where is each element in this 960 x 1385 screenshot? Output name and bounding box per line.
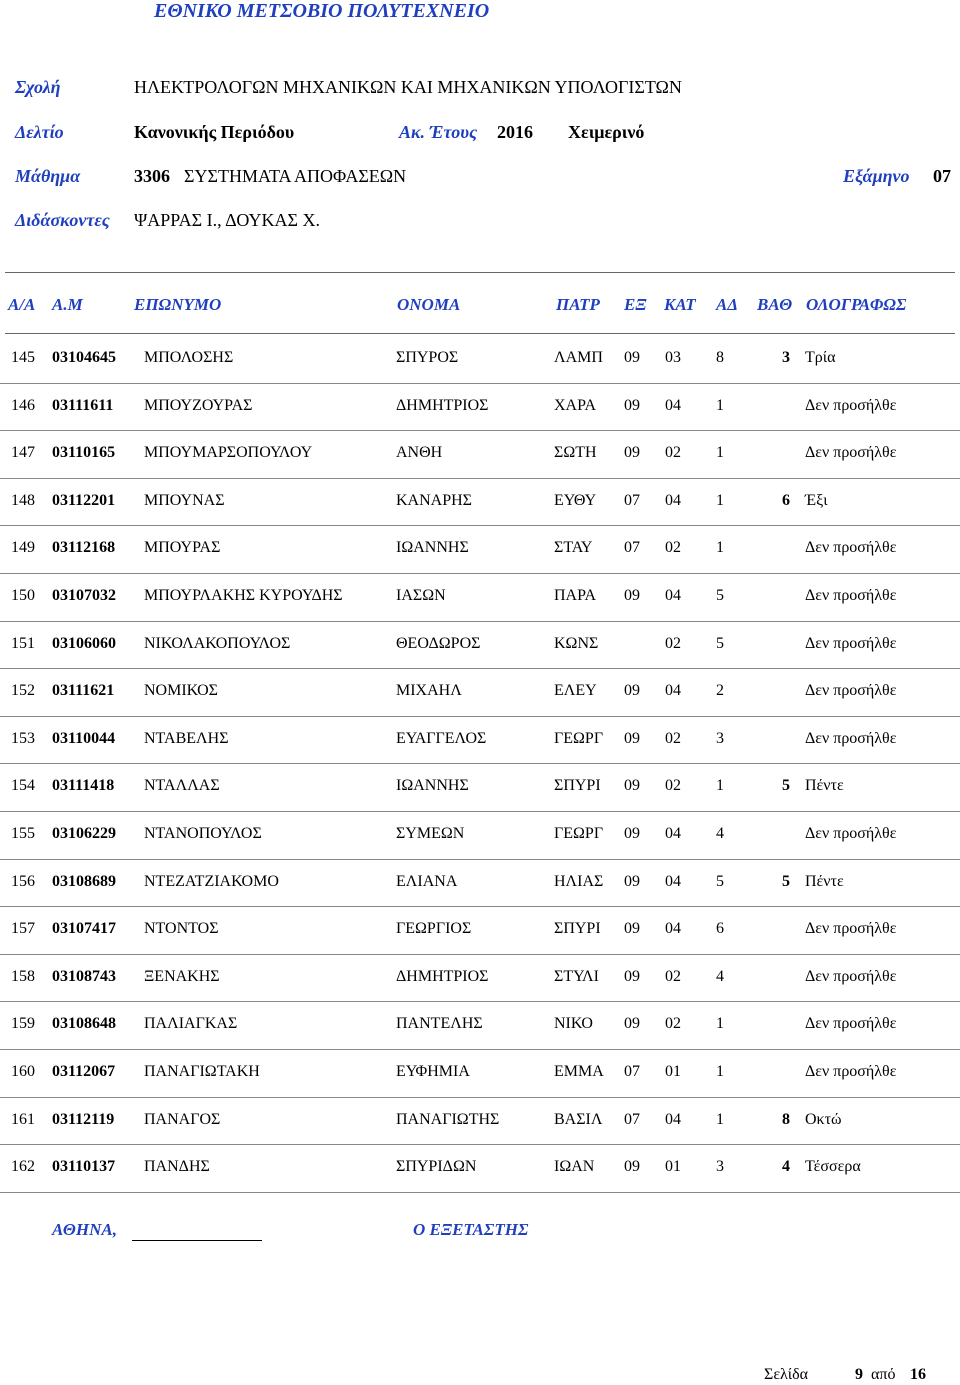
table-row [0, 811, 960, 860]
cell-surname: ΜΠΟΥΝΑΣ [144, 491, 225, 509]
table-row [0, 763, 960, 812]
cell-father: ΣΩΤΗ [554, 444, 597, 462]
cell-grade-words: Δεν προσήλθε [805, 920, 897, 938]
cell-am: 03104645 [52, 349, 116, 366]
cell-name: ΕΛΙΑΝΑ [396, 872, 458, 890]
cell-ex: 09 [624, 587, 640, 604]
cell-grade-words: Δεν προσήλθε [805, 682, 897, 700]
cell-kat: 04 [665, 872, 681, 890]
cell-grade-words: Δεν προσήλθε [805, 587, 897, 604]
cell-surname: ΠΑΝΔΗΣ [144, 1158, 210, 1176]
cell-father: ΠΑΡΑ [554, 587, 597, 604]
cell-ad: 1 [716, 396, 724, 414]
cell-name: ΣΥΜΕΩΝ [396, 825, 465, 842]
cell-ex: 07 [624, 1110, 640, 1128]
cell-am: 03112067 [52, 1063, 116, 1080]
cell-aa: 147 [11, 444, 35, 462]
cell-grade-words: Τρία [805, 349, 836, 366]
year-label: Ακ. Έτους [399, 122, 478, 142]
cell-grade-words: Πέντε [805, 777, 844, 795]
table-row [0, 859, 960, 908]
cell-am: 03108648 [52, 1015, 116, 1033]
cell-kat: 04 [665, 920, 681, 938]
cell-ad: 1 [716, 491, 724, 509]
footer-city: ΑΘΗΝΑ, [52, 1220, 117, 1239]
cell-am: 03111418 [52, 777, 115, 795]
col-grade: ΒΑΘ [757, 295, 793, 314]
col-grade-words: ΟΛΟΓΡΑΦΩΣ [806, 295, 907, 314]
cell-grade: 5 [782, 777, 790, 795]
page-label: Σελίδα [764, 1366, 809, 1383]
cell-grade-words: Δεν προσήλθε [805, 1063, 897, 1080]
semester-label: Εξάμηνο [843, 166, 910, 186]
cell-aa: 161 [11, 1110, 35, 1128]
table-row [0, 1097, 960, 1146]
cell-aa: 148 [11, 491, 35, 509]
cell-ad: 4 [716, 825, 724, 842]
cell-father: ΣΠΥΡΙ [554, 920, 601, 938]
col-ad: ΑΔ [716, 295, 738, 314]
cell-surname: ΝΤΕΖΑΤΖΙΑΚΟΜΟ [144, 872, 279, 890]
cell-am: 03111611 [52, 396, 114, 414]
cell-kat: 02 [665, 444, 681, 462]
cell-kat: 04 [665, 491, 681, 509]
cell-kat: 02 [665, 729, 681, 747]
cell-aa: 152 [11, 682, 35, 700]
cell-surname: ΝΙΚΟΛΑΚΟΠΟΥΛΟΣ [144, 634, 291, 652]
cell-grade-words: Δεν προσήλθε [805, 539, 897, 557]
cell-am: 03110165 [52, 444, 116, 462]
page-of-label: από [871, 1366, 896, 1383]
cell-am: 03110137 [52, 1158, 116, 1176]
table-row [0, 335, 960, 384]
cell-surname: ΜΠΟΥΡΛΑΚΗΣ ΚΥΡΟΥΔΗΣ [144, 587, 343, 604]
table-row [0, 573, 960, 622]
cell-kat: 04 [665, 1110, 681, 1128]
cell-name: ΣΠΥΡΟΣ [396, 349, 459, 366]
cell-aa: 151 [11, 634, 35, 652]
cell-surname: ΞΕΝΑΚΗΣ [144, 967, 220, 985]
table-header-divider [5, 333, 955, 334]
cell-ex: 09 [624, 825, 640, 842]
cell-surname: ΠΑΛΙΑΓΚΑΣ [144, 1015, 238, 1033]
cell-name: ΔΗΜΗΤΡΙΟΣ [396, 396, 489, 414]
cell-ad: 3 [716, 1158, 724, 1176]
table-row [0, 478, 960, 527]
cell-ex: 09 [624, 777, 640, 795]
table-row [0, 906, 960, 955]
cell-kat: 03 [665, 349, 681, 366]
cell-father: ΙΩΑΝ [554, 1158, 595, 1176]
cell-name: ΠΑΝΤΕΛΗΣ [396, 1015, 483, 1033]
cell-father: ΝΙΚΟ [554, 1015, 593, 1033]
cell-name: ΕΥΦΗΜΙΑ [396, 1063, 470, 1080]
cell-aa: 145 [11, 349, 35, 366]
table-row [0, 430, 960, 479]
cell-ex: 09 [624, 349, 640, 366]
cell-grade-words: Δεν προσήλθε [805, 444, 897, 462]
cell-ad: 8 [716, 349, 724, 366]
cell-grade: 8 [782, 1110, 790, 1128]
cell-kat: 04 [665, 825, 681, 842]
cell-surname: ΜΠΟΥΖΟΥΡΑΣ [144, 396, 253, 414]
cell-ad: 5 [716, 587, 724, 604]
col-am: Α.Μ [52, 295, 83, 314]
cell-ex: 09 [624, 920, 640, 938]
header-divider [5, 272, 955, 273]
cell-ad: 4 [716, 967, 724, 985]
col-kat: ΚΑΤ [664, 295, 696, 314]
cell-name: ΘΕΟΔΩΡΟΣ [396, 634, 481, 652]
cell-grade: 4 [782, 1158, 790, 1176]
table-row [0, 621, 960, 670]
cell-ex: 09 [624, 1015, 640, 1033]
table-row [0, 525, 960, 574]
cell-surname: ΝΤΑΛΛΑΣ [144, 777, 220, 795]
table-row [0, 716, 960, 765]
cell-surname: ΝΤΑΒΕΛΗΣ [144, 729, 229, 747]
cell-aa: 158 [11, 967, 35, 985]
cell-surname: ΠΑΝΑΓΟΣ [144, 1110, 221, 1128]
cell-am: 03111621 [52, 682, 115, 700]
cell-father: ΣΤΑΥ [554, 539, 593, 557]
page-number: 9 [855, 1366, 863, 1383]
cell-surname: ΝΤΑΝΟΠΟΥΛΟΣ [144, 825, 262, 842]
cell-am: 03107032 [52, 587, 116, 604]
cell-ad: 5 [716, 872, 724, 890]
col-father: ΠΑΤΡ [556, 295, 600, 314]
cell-ex: 07 [624, 491, 640, 509]
cell-name: ΙΩΑΝΝΗΣ [396, 777, 469, 795]
cell-kat: 04 [665, 396, 681, 414]
table-row [0, 1144, 960, 1193]
cell-name: ΑΝΘΗ [396, 444, 443, 462]
cell-father: ΕΜΜΑ [554, 1063, 604, 1080]
cell-aa: 149 [11, 539, 35, 557]
cell-grade-words: Δεν προσήλθε [805, 1015, 897, 1033]
cell-surname: ΜΠΟΥΡΑΣ [144, 539, 221, 557]
cell-ex: 07 [624, 539, 640, 557]
cell-aa: 157 [11, 920, 35, 938]
cell-grade-words: Δεν προσήλθε [805, 967, 897, 985]
table-header [0, 295, 960, 317]
cell-aa: 155 [11, 825, 35, 842]
cell-grade-words: Τέσσερα [805, 1158, 861, 1176]
table-row [0, 954, 960, 1003]
cell-grade: 5 [782, 872, 790, 890]
cell-surname: ΝΤΟΝΤΟΣ [144, 920, 219, 938]
cell-ex: 09 [624, 1158, 640, 1176]
col-aa: Α/Α [8, 295, 36, 314]
cell-am: 03110044 [52, 729, 116, 747]
cell-name: ΠΑΝΑΓΙΩΤΗΣ [396, 1110, 500, 1128]
col-name: ΟΝΟΜΑ [397, 295, 461, 314]
course-label: Μάθημα [15, 166, 81, 186]
cell-father: ΚΩΝΣ [554, 634, 599, 652]
cell-am: 03112119 [52, 1110, 115, 1128]
cell-ex: 09 [624, 444, 640, 462]
cell-ad: 6 [716, 920, 724, 938]
table-row [0, 1001, 960, 1050]
cell-name: ΙΩΑΝΝΗΣ [396, 539, 469, 557]
cell-kat: 04 [665, 682, 681, 700]
col-ex: ΕΞ [624, 295, 647, 314]
cell-am: 03108743 [52, 967, 116, 985]
table-row [0, 383, 960, 432]
cell-grade-words: Δεν προσήλθε [805, 634, 897, 652]
cell-ad: 1 [716, 539, 724, 557]
cell-father: ΗΛΙΑΣ [554, 872, 604, 890]
cell-father: ΒΑΣΙΛ [554, 1110, 603, 1128]
bulletin-value: Κανονικής Περιόδου [134, 122, 295, 142]
season-value: Χειμερινό [568, 122, 645, 142]
footer-examiner: Ο ΕΞΕΤΑΣΤΗΣ [413, 1220, 529, 1239]
cell-name: ΣΠΥΡΙΔΩΝ [396, 1158, 477, 1176]
cell-am: 03112168 [52, 539, 116, 557]
cell-father: ΕΥΘΥ [554, 491, 597, 509]
cell-surname: ΠΑΝΑΓΙΩΤΑΚΗ [144, 1063, 260, 1080]
cell-aa: 150 [11, 587, 35, 604]
school-value: ΗΛΕΚΤΡΟΛΟΓΩΝ ΜΗΧΑΝΙΚΩΝ ΚΑΙ ΜΗΧΑΝΙΚΩΝ ΥΠΟΛΟΓΙΣΤΩΝ [134, 77, 682, 97]
cell-aa: 146 [11, 396, 35, 414]
table-row [0, 668, 960, 717]
cell-kat: 02 [665, 967, 681, 985]
instructors-label: Διδάσκοντες [15, 210, 110, 230]
cell-ad: 1 [716, 1110, 724, 1128]
cell-ad: 5 [716, 634, 724, 652]
cell-grade-words: Δεν προσήλθε [805, 396, 897, 414]
cell-aa: 153 [11, 729, 35, 747]
cell-grade: 6 [782, 491, 790, 509]
cell-am: 03106060 [52, 634, 116, 652]
cell-surname: ΝΟΜΙΚΟΣ [144, 682, 218, 700]
cell-grade-words: Οκτώ [805, 1110, 842, 1128]
cell-am: 03108689 [52, 872, 116, 890]
cell-am: 03107417 [52, 920, 116, 938]
cell-grade-words: Έξι [805, 491, 828, 509]
cell-father: ΓΕΩΡΓ [554, 729, 604, 747]
cell-kat: 01 [665, 1063, 681, 1080]
signature-line [132, 1240, 262, 1241]
cell-ex: 09 [624, 729, 640, 747]
cell-ex: 09 [624, 396, 640, 414]
cell-kat: 02 [665, 634, 681, 652]
col-surname: ΕΠΩΝΥΜΟ [134, 295, 222, 314]
cell-kat: 04 [665, 587, 681, 604]
cell-aa: 159 [11, 1015, 35, 1033]
cell-grade-words: Δεν προσήλθε [805, 825, 897, 842]
cell-ex: 09 [624, 872, 640, 890]
cell-am: 03106229 [52, 825, 116, 842]
cell-aa: 160 [11, 1063, 35, 1080]
cell-kat: 02 [665, 777, 681, 795]
cell-grade: 3 [782, 349, 790, 366]
cell-surname: ΜΠΟΥΜΑΡΣΟΠΟΥΛΟΥ [144, 444, 313, 462]
cell-kat: 02 [665, 1015, 681, 1033]
cell-ad: 1 [716, 444, 724, 462]
cell-name: ΔΗΜΗΤΡΙΟΣ [396, 967, 489, 985]
cell-aa: 154 [11, 777, 35, 795]
cell-father: ΣΤΥΛΙ [554, 967, 599, 985]
university-title: ΕΘΝΙΚΟ ΜΕΤΣΟΒΙΟ ΠΟΛΥΤΕΧΝΕΙΟ [154, 0, 490, 22]
cell-ad: 1 [716, 777, 724, 795]
cell-father: ΣΠΥΡΙ [554, 777, 601, 795]
cell-surname: ΜΠΟΛΟΣΗΣ [144, 349, 234, 366]
cell-grade-words: Πέντε [805, 872, 844, 890]
cell-ex: 07 [624, 1063, 640, 1080]
cell-ad: 1 [716, 1015, 724, 1033]
cell-ad: 1 [716, 1063, 724, 1080]
cell-father: ΓΕΩΡΓ [554, 825, 604, 842]
year-value: 2016 [497, 122, 533, 142]
cell-ad: 2 [716, 682, 724, 700]
course-name: ΣΥΣΤΗΜΑΤΑ ΑΠΟΦΑΣΕΩΝ [184, 166, 407, 186]
semester-value: 07 [933, 166, 951, 186]
table-row [0, 1049, 960, 1098]
cell-ex: 09 [624, 682, 640, 700]
page-total: 16 [910, 1366, 926, 1383]
cell-name: ΕΥΑΓΓΕΛΟΣ [396, 729, 487, 747]
cell-kat: 02 [665, 539, 681, 557]
cell-am: 03112201 [52, 491, 116, 509]
bulletin-label: Δελτίο [15, 122, 64, 142]
cell-aa: 162 [11, 1158, 35, 1176]
cell-father: ΛΑΜΠ [554, 349, 603, 366]
course-code: 3306 [134, 166, 170, 186]
cell-ex: 09 [624, 967, 640, 985]
cell-father: ΕΛΕΥ [554, 682, 597, 700]
cell-name: ΓΕΩΡΓΙΟΣ [396, 920, 472, 938]
cell-aa: 156 [11, 872, 35, 890]
cell-grade-words: Δεν προσήλθε [805, 729, 897, 747]
cell-name: ΙΑΣΩΝ [396, 587, 446, 604]
school-label: Σχολή [15, 77, 61, 97]
cell-name: ΜΙΧΑΗΛ [396, 682, 462, 700]
cell-kat: 01 [665, 1158, 681, 1176]
cell-ad: 3 [716, 729, 724, 747]
cell-father: ΧΑΡΑ [554, 396, 597, 414]
cell-name: ΚΑΝΑΡΗΣ [396, 491, 472, 509]
instructors-value: ΨΑΡΡΑΣ Ι., ΔΟΥΚΑΣ Χ. [134, 210, 320, 230]
